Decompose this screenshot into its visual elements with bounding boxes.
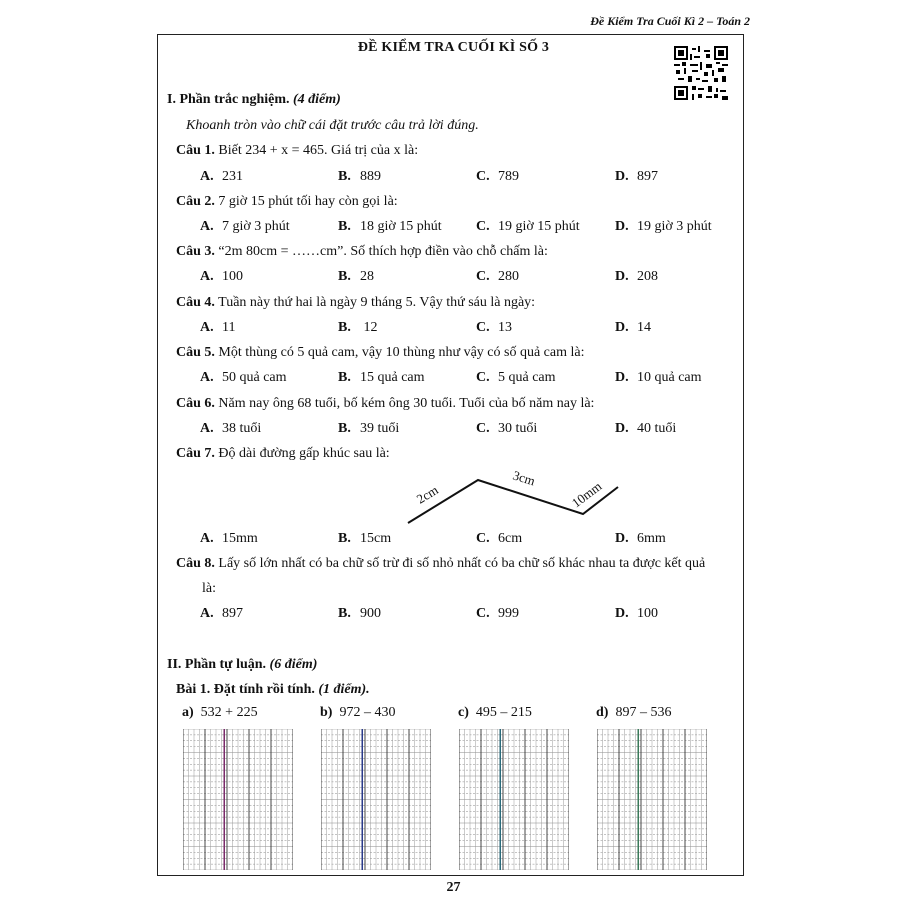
option-text: 5 quả cam — [498, 370, 556, 385]
option-key: D. — [615, 320, 629, 335]
q7-option-d[interactable] — [615, 531, 666, 547]
option-key: D. — [615, 370, 629, 385]
page-number: 27 — [446, 880, 461, 895]
segment-label-1: 2cm — [413, 482, 441, 507]
part1-heading — [167, 92, 341, 108]
option-text: 10 quả cam — [637, 370, 702, 385]
q3-option-c[interactable] — [476, 269, 519, 285]
option-key: C. — [476, 531, 490, 546]
option-key: A. — [200, 219, 214, 234]
option-text: 208 — [637, 269, 658, 284]
option-text: 38 tuổi — [222, 421, 262, 436]
option-text: 39 tuổi — [360, 421, 400, 436]
option-key: C. — [476, 219, 490, 234]
option-text: 100 — [637, 606, 658, 621]
exercise-key: b) — [320, 705, 333, 720]
option-key: A. — [200, 269, 214, 284]
option-text: 15cm — [360, 531, 392, 546]
option-key: C. — [476, 421, 490, 436]
option-text: 30 tuổi — [498, 421, 538, 436]
option-text: 7 giờ 3 phút — [222, 219, 290, 234]
option-key: A. — [200, 531, 214, 546]
bai1-heading — [176, 682, 370, 698]
q6-option-b[interactable] — [338, 421, 399, 437]
exercise-key: a) — [182, 705, 194, 720]
q7-option-a[interactable] — [200, 531, 258, 547]
exercise-a — [182, 705, 258, 721]
exercise-c — [458, 705, 532, 721]
option-text: 6mm — [637, 531, 666, 546]
q1-option-b[interactable] — [338, 169, 381, 185]
q1-option-a[interactable] — [200, 169, 243, 185]
q1-option-d[interactable] — [615, 169, 658, 185]
question-3-text: “2m 80cm = ……cm”. Số thích hợp điền vào chỗ chấm là: — [218, 244, 548, 259]
question-7-label: Câu 7. — [176, 446, 215, 461]
option-key: B. — [338, 169, 351, 184]
option-text: 15 quả cam — [360, 370, 425, 385]
exercise-expr: 495 – 215 — [475, 705, 532, 720]
bai1-label: Bài 1. Đặt tính rồi tính. — [176, 682, 315, 697]
option-key: B. — [338, 606, 351, 621]
option-key: A. — [200, 421, 214, 436]
option-text: 18 giờ 15 phút — [360, 219, 442, 234]
option-key: C. — [476, 320, 490, 335]
option-text: 897 — [637, 169, 658, 184]
question-3-label: Câu 3. — [176, 244, 215, 259]
option-text: 15mm — [222, 531, 258, 546]
option-text: 14 — [637, 320, 651, 335]
option-text: 11 — [222, 320, 236, 335]
q2-option-b[interactable] — [338, 219, 442, 235]
q6-option-c[interactable] — [476, 421, 537, 437]
option-key: B. — [338, 421, 351, 436]
question-6 — [176, 396, 594, 412]
option-text: 231 — [222, 169, 243, 184]
exercise-key: d) — [596, 705, 609, 720]
option-key: B. — [338, 370, 351, 385]
exercise-expr: 532 + 225 — [200, 705, 258, 720]
running-header: Đề Kiểm Tra Cuối Kì 2 – Toán 2 — [590, 14, 750, 28]
question-5-label: Câu 5. — [176, 345, 215, 360]
q7-option-c[interactable] — [476, 531, 522, 547]
option-text: 900 — [360, 606, 381, 621]
q6-option-d[interactable] — [615, 421, 676, 437]
q2-option-a[interactable] — [200, 219, 290, 235]
polyline-figure — [398, 466, 628, 530]
option-text: 100 — [222, 269, 243, 284]
question-5 — [176, 345, 584, 361]
q3-option-d[interactable] — [615, 269, 658, 285]
question-1 — [176, 143, 418, 159]
question-8 — [176, 556, 705, 572]
option-key: B. — [338, 531, 351, 546]
option-text: 897 — [222, 606, 243, 621]
option-key: D. — [615, 531, 629, 546]
question-8-text: Lấy số lớn nhất có ba chữ số trừ đi số nhỏ nhất có ba chữ số khác nhau ta được kết quả — [218, 556, 706, 571]
option-text: 50 quả cam — [222, 370, 287, 385]
exercise-expr: 972 – 430 — [339, 705, 396, 720]
option-text: 280 — [498, 269, 519, 284]
page-title: ĐỀ KIỂM TRA CUỐI KÌ SỐ 3 — [357, 40, 550, 55]
q2-option-c[interactable] — [476, 219, 580, 235]
option-text: 19 giờ 3 phút — [637, 219, 712, 234]
grid-paper-a — [183, 729, 293, 870]
q5-option-c[interactable] — [476, 370, 556, 386]
option-text: 40 tuổi — [637, 421, 677, 436]
question-2-text: 7 giờ 15 phút tối hay còn gọi là: — [218, 194, 398, 209]
option-key: D. — [615, 219, 629, 234]
option-text: 6cm — [498, 531, 523, 546]
option-key: C. — [476, 169, 490, 184]
question-8-label: Câu 8. — [176, 556, 215, 571]
q7-option-b[interactable] — [338, 531, 391, 547]
option-key: C. — [476, 370, 490, 385]
question-6-label: Câu 6. — [176, 396, 215, 411]
option-key: D. — [615, 421, 629, 436]
option-key: A. — [200, 606, 214, 621]
option-text: 789 — [498, 169, 519, 184]
segment-label-2: 3cm — [511, 467, 537, 489]
question-1-label: Câu 1. — [176, 143, 215, 158]
q8-option-a[interactable] — [200, 606, 243, 622]
exercise-d — [596, 705, 671, 721]
grid-paper-c — [459, 729, 569, 870]
question-2-label: Câu 2. — [176, 194, 215, 209]
q4-option-c[interactable] — [476, 320, 512, 336]
exercise-key: c) — [458, 705, 469, 720]
question-3 — [176, 244, 548, 260]
option-key: B. — [338, 269, 351, 284]
option-text: 19 giờ 15 phút — [498, 219, 580, 234]
q5-option-d[interactable] — [615, 370, 702, 386]
option-key: D. — [615, 269, 629, 284]
bai1-points: (1 điểm). — [318, 682, 370, 697]
q5-option-a[interactable] — [200, 370, 287, 386]
option-key: A. — [200, 370, 214, 385]
segment-label-3: 10mm — [568, 478, 605, 511]
question-8-text-cont: là: — [202, 581, 216, 596]
q8-option-c[interactable] — [476, 606, 519, 622]
q3-option-b[interactable] — [338, 269, 374, 285]
question-6-text: Năm nay ông 68 tuổi, bố kém ông 30 tuổi. Tuổi của bố năm nay là: — [218, 396, 595, 411]
q6-option-a[interactable] — [200, 421, 261, 437]
option-key: B. — [338, 219, 351, 234]
question-4-text: Tuần này thứ hai là ngày 9 tháng 5. Vậy thứ sáu là ngày: — [218, 295, 536, 310]
question-4-label: Câu 4. — [176, 295, 215, 310]
option-key: C. — [476, 269, 490, 284]
option-text: 999 — [498, 606, 519, 621]
q1-option-c[interactable] — [476, 169, 519, 185]
grid-paper-d — [597, 729, 707, 870]
grid-paper-b — [321, 729, 431, 870]
part2-heading-text: II. Phần tự luận. — [167, 657, 267, 672]
part2-heading — [167, 657, 317, 673]
option-text: 889 — [360, 169, 381, 184]
question-7 — [176, 446, 390, 462]
option-text: 13 — [498, 320, 512, 335]
q4-option-a[interactable] — [200, 320, 235, 336]
option-key: A. — [200, 169, 214, 184]
option-key: B. — [338, 320, 351, 335]
question-7-text: Độ dài đường gấp khúc sau là: — [218, 446, 390, 461]
exercise-expr: 897 – 536 — [615, 705, 672, 720]
option-key: D. — [615, 606, 629, 621]
q5-option-b[interactable] — [338, 370, 425, 386]
option-key: C. — [476, 606, 490, 621]
question-1-text: Biết 234 + x = 465. Giá trị của x là: — [218, 143, 419, 158]
question-2 — [176, 194, 398, 210]
q3-option-a[interactable] — [200, 269, 243, 285]
qr-code-icon — [674, 46, 728, 100]
option-text: 12 — [360, 320, 378, 335]
q2-option-d[interactable] — [615, 219, 712, 235]
q8-option-b[interactable] — [338, 606, 381, 622]
exercise-b — [320, 705, 395, 721]
option-key: D. — [615, 169, 629, 184]
option-key: A. — [200, 320, 214, 335]
question-4 — [176, 295, 535, 311]
q4-option-d[interactable] — [615, 320, 651, 336]
q4-option-b[interactable] — [338, 320, 378, 336]
part1-heading-text: I. Phần trắc nghiệm. — [167, 92, 290, 107]
question-5-text: Một thùng có 5 quả cam, vậy 10 thùng như vậy có số quả cam là: — [218, 345, 585, 360]
option-text: 28 — [360, 269, 374, 284]
part1-instruction: Khoanh tròn vào chữ cái đặt trước câu trả lời đúng. — [186, 118, 479, 133]
part2-points: (6 điểm) — [269, 657, 318, 672]
q8-option-d[interactable] — [615, 606, 658, 622]
part1-points: (4 điểm) — [293, 92, 341, 107]
